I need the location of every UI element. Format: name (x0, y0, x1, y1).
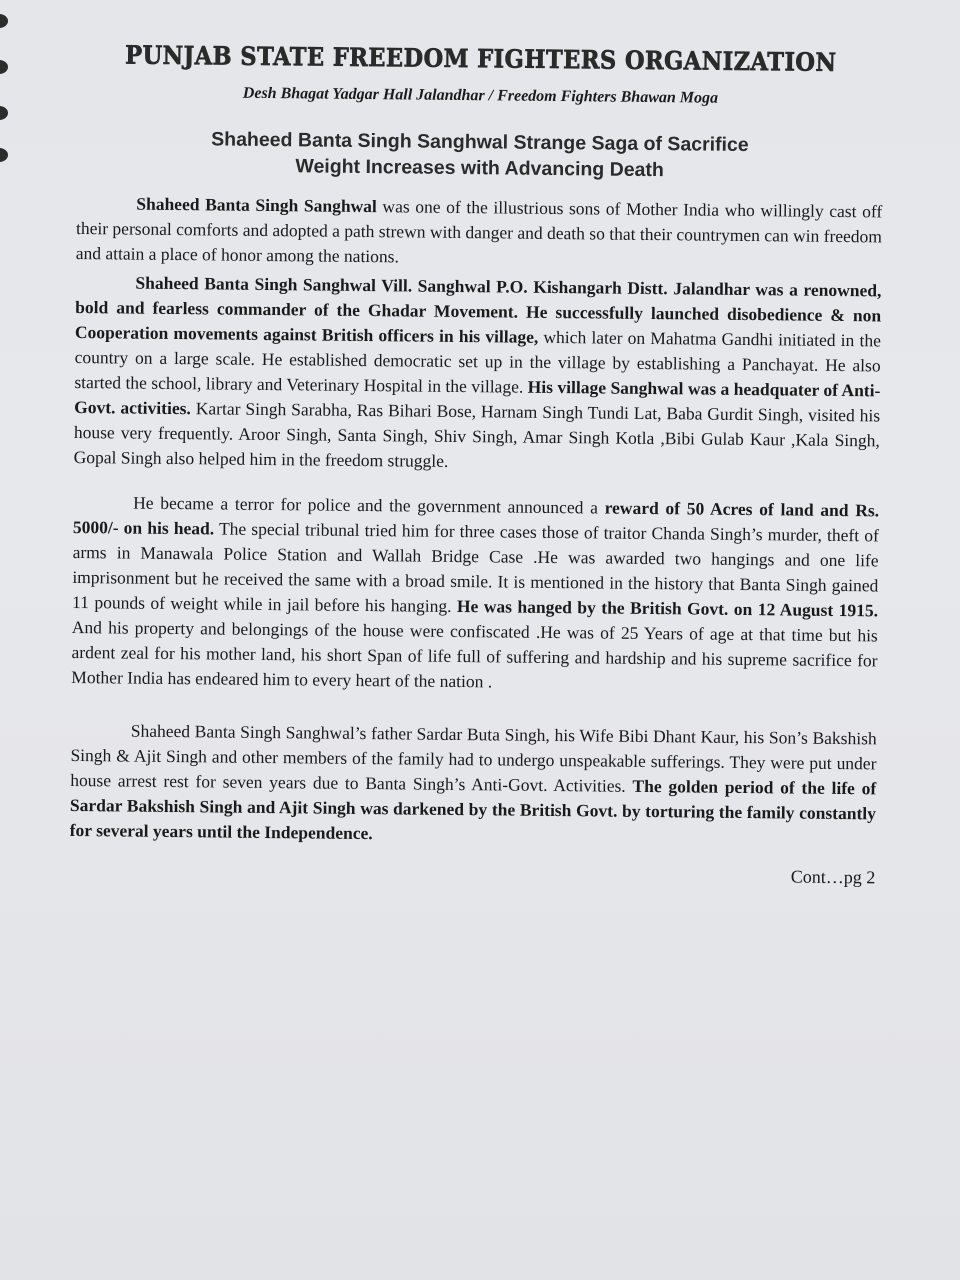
p1-text: was one of the illustrious sons of Mother India who willingly cast off their personal comforts and adopted a path strewn with danger and death so that their countrymen can win freedom and attain a place of honor among the nations. (75, 196, 883, 267)
binder-hole-icon (0, 106, 8, 120)
p3-text-start: He became a terror for police and the government announced a (133, 492, 605, 518)
organization-subtitle: Desh Bhagat Yadgar Hall Jalandhar / Freedom Fighters Bhawan Moga (242, 84, 719, 107)
p3-text-rest: And his property and belongings of the house were confiscated .He was of 25 Years of age at that time but his ardent zeal for his mother land, his short Span of life full of suffering and hardship and his supreme sacrifice for Mother India has endeared him to every heart of the nation . (71, 616, 878, 692)
binder-hole-icon (0, 14, 8, 28)
p2-bold-mid: His village Sanghwal was a headquater of Anti-Govt. activities. (74, 376, 881, 419)
title-line-2: Weight Increases with Advancing Death (295, 155, 664, 182)
p1-bold-lead: Shaheed Banta Singh Sanghwal (136, 193, 377, 217)
paragraph-1 (76, 191, 883, 274)
p2-bold-lead: Shaheed Banta Singh Sanghwal Vill. Sanghwal P.O. Kishangarh Distt. Jalandhar was a renowned, bold and fearless commander of the Ghadar Movement. He successfully launched disobedience & non Cooperation movements against British officers in his village, (74, 272, 882, 347)
p4-bold-end: The golden period of the life of Sardar Bakshish Singh and Ajit Singh was darkened by the British Govt. by torturing the family constantly for several years until the Independence. (69, 775, 877, 844)
title-line-1: Shaheed Banta Singh Sanghwal Strange Saga of Sacrifice (211, 128, 749, 157)
paragraph-2 (73, 270, 881, 478)
binder-hole-icon (0, 60, 8, 74)
document-content (69, 40, 884, 888)
p3-bold-reward: reward of 50 Acres of land and Rs. 5000/- on his head. (72, 497, 880, 539)
p2-text-rest: Kartar Singh Sarabha, Ras Bihari Bose, Harnam Singh Tundi Lat, Baba Gurdit Singh, visited his house very frequently. Aroor Singh, Santa Singh, Shiv Singh, Amar Singh Kotla ,Bibi Gulab Kaur ,Kala Singh, Gopal Singh also helped him in the freedom struggle. (73, 398, 881, 471)
continued-note: Cont…pg 2 (790, 866, 876, 888)
organization-title: PUNJAB STATE FREEDOM FIGHTERS ORGANIZATION (125, 40, 837, 77)
paragraph-3 (71, 490, 879, 698)
p2-text-mid: which later on Mahatma Gandhi initiated in the country on a large scale. He established democratic set up in the village by establishing a Panchayat. He also started the school, library and Veterinary Hospital in the village. (74, 326, 882, 397)
binder-holes (0, 8, 16, 168)
paragraph-4 (70, 718, 877, 851)
binder-hole-icon (0, 148, 8, 162)
p3-text-mid: The special tribunal tried him for three cases those of traitor Chanda Singh’s murder, theft of arms in Manawala Police Station and Wallah Bridge Case .He was awarded two hangings and one life imprisonment but he received the same with a broad smile. It is mentioned in the history that Banta Singh gained 11 pounds of weight while in jail before his hanging. (72, 518, 879, 616)
p4-text-start: Shaheed Banta Singh Sanghwal’s father Sardar Buta Singh, his Wife Bibi Dhant Kaur, his Son’s Bakshish Singh & Ajit Singh and other members of the family had to undergo unspeakable sufferings. They were put under house arrest rest for seven years due to Banta Singh’s Anti-Govt. Activities. (70, 720, 877, 796)
p3-bold-hanged: He was hanged by the British Govt. on 12 August 1915. (456, 596, 879, 621)
document-title (77, 125, 884, 185)
